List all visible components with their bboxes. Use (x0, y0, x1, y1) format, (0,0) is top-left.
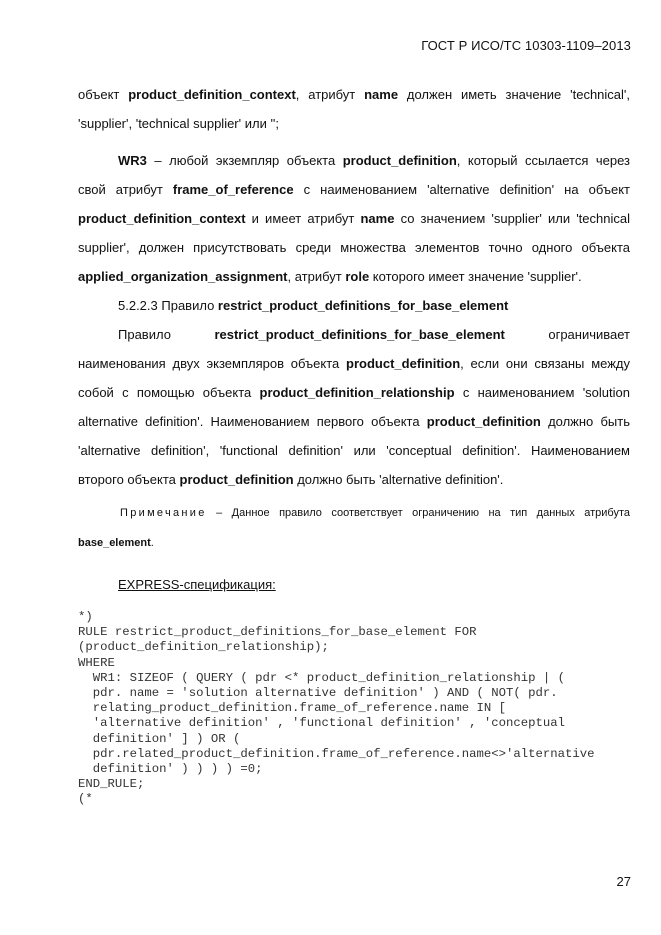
express-code-block: *) RULE restrict_product_definitions_for_base_element FOR (product_definition_relationship); WHERE WR1: SIZEOF ( QUERY ( pdr <* product_definition_relationship | ( pdr. name = 'solution alternative definition' ) AND ( NOT( pdr. relating_product_definition.frame_of_reference.name IN [ 'alternative definition' , 'functional definition' , 'conceptual definition' ] ) OR ( pdr.related_product_definition.frame_of_reference.name<>'alternative definition' ) ) ) ) =0; END_RULE; (* (78, 610, 595, 807)
note: Примечание – Данное правило соответствует ограничению на тип данных атрибута base_element. (78, 507, 630, 549)
paragraph-rule-description: Правило restrict_product_definitions_for_base_element ограничивает наименования двух экземпляров объекта product_definition, если они связаны между собой с помощью объекта product_definition_relationship с наименованием 'solution alternative definition'. Наименованием первого объекта product_definition должно быть 'alternative definition', 'functional definition' или 'conceptual definition'. Наименованием второго объекта product_definition должно быть 'alternative definition'. (78, 327, 631, 487)
express-heading: EXPRESS-спецификация: (118, 577, 276, 592)
paragraph-wr3: WR3 – любой экземпляр объекта product_definition, который ссылается через свой атрибут frame_of_reference с наименованием 'alternative definition' на объект product_definition_context и имеет атрибут name со значением 'supplier' или 'technical supplier', должен присутствовать среди множества элементов точно одного объекта applied_organization_assignment, атрибут role которого имеет значение 'supplier'. (78, 153, 631, 284)
paragraph-context-name: объект product_definition_context, атрибут name должен иметь значение 'technical', 'supplier', 'technical supplier' или ''; (78, 87, 630, 131)
note-label: Примечание (120, 507, 207, 519)
page-content (78, 80, 630, 599)
section-heading: 5.2.2.3 Правило restrict_product_definitions_for_base_element (118, 298, 509, 313)
document-header: ГОСТ Р ИСО/ТС 10303-1109–2013 (421, 38, 631, 53)
page-number: 27 (616, 874, 631, 889)
